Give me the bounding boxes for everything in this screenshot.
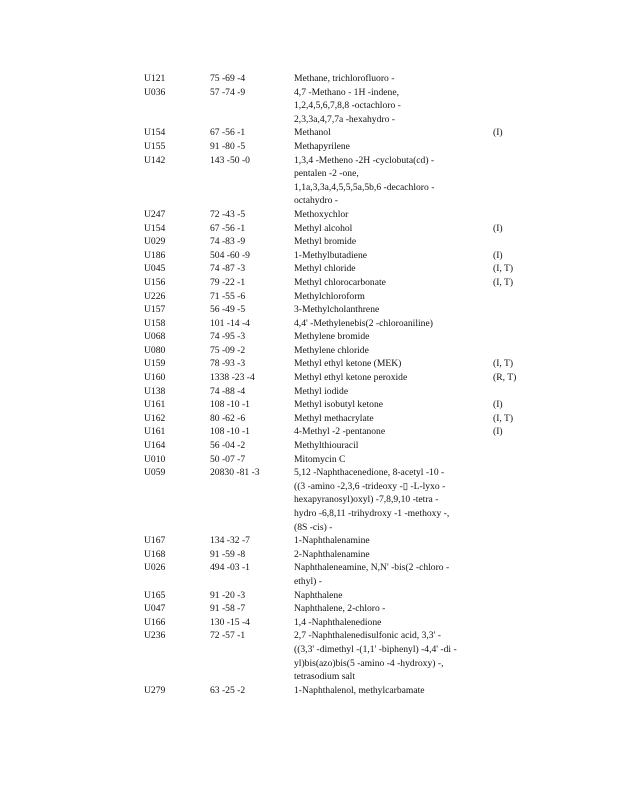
table-row bbox=[0, 561, 618, 588]
table-row bbox=[0, 126, 618, 140]
waste-code: U155 bbox=[144, 140, 166, 152]
substance-name-line: 5,12 -Naphthacenedione, 8-acetyl -10 - bbox=[294, 467, 445, 479]
substance-name-line: (8S -cis) - bbox=[294, 521, 333, 533]
substance-name-line: ((3 -amino -2,3,6 -trideoxy -▯ -L-lyxo - bbox=[294, 480, 446, 492]
cas-number: 108 -10 -1 bbox=[210, 426, 250, 438]
table-row bbox=[0, 453, 618, 467]
substance-name-line: Methoxychlor bbox=[294, 208, 349, 220]
substance-name-line: hydro -6,8,11 -trihydroxy -1 -methoxy -, bbox=[294, 508, 450, 519]
substance-name-line: Methyl iodide bbox=[294, 385, 349, 397]
substance-name-line: ((3,3' -dimethyl -(1,1' -biphenyl) -4,4' -di - bbox=[294, 643, 457, 655]
cas-number: 71 -55 -6 bbox=[210, 290, 246, 302]
hazard-code: (I) bbox=[493, 222, 503, 234]
waste-code: U159 bbox=[144, 358, 166, 370]
waste-code: U026 bbox=[144, 562, 166, 574]
cas-number: 91 -20 -3 bbox=[210, 589, 246, 601]
substance-name bbox=[294, 616, 484, 630]
substance-name-line: 1,4 -Naphthalenedione bbox=[294, 616, 382, 628]
substance-name-line: Methylene bromide bbox=[294, 331, 370, 343]
waste-code: U168 bbox=[144, 548, 166, 560]
table-row bbox=[0, 222, 618, 236]
substance-name bbox=[294, 534, 484, 548]
waste-code: U045 bbox=[144, 263, 166, 275]
waste-code: U167 bbox=[144, 535, 166, 547]
substance-name bbox=[294, 548, 484, 562]
substance-name-line: 2,7 -Naphthalenedisulfonic acid, 3,3' - bbox=[294, 630, 441, 642]
cas-number: 504 -60 -9 bbox=[210, 249, 250, 261]
substance-name bbox=[294, 222, 484, 236]
cas-number: 75 -09 -2 bbox=[210, 344, 246, 356]
table-row bbox=[0, 466, 618, 534]
substance-name-line: Naphthalene, 2-chloro - bbox=[294, 603, 386, 615]
table-row bbox=[0, 235, 618, 249]
substance-name-line: 1,3,4 -Metheno -2H -cyclobuta(cd) - bbox=[294, 154, 435, 166]
substance-name-line: octahydro - bbox=[294, 195, 338, 207]
substance-name bbox=[294, 330, 484, 344]
cas-number: 79 -22 -1 bbox=[210, 276, 246, 288]
cas-number: 74 -83 -9 bbox=[210, 236, 246, 248]
substance-name-line: ethyl) - bbox=[294, 575, 322, 587]
table-row bbox=[0, 412, 618, 426]
table-row bbox=[0, 344, 618, 358]
cas-number: 80 -62 -6 bbox=[210, 412, 246, 424]
table-row bbox=[0, 276, 618, 290]
substance-name bbox=[294, 344, 484, 358]
hazard-code: (I, T) bbox=[493, 263, 514, 275]
table-row bbox=[0, 303, 618, 317]
waste-code: U047 bbox=[144, 603, 166, 615]
cas-number: 74 -88 -4 bbox=[210, 385, 246, 397]
cas-number: 91 -59 -8 bbox=[210, 548, 246, 560]
substance-name-line: 4,7 -Methano - 1H -indene, bbox=[294, 86, 399, 98]
table-row bbox=[0, 317, 618, 331]
substance-name bbox=[294, 357, 484, 371]
waste-code: U080 bbox=[144, 344, 166, 356]
table-row bbox=[0, 86, 618, 127]
substance-name-line: 4-Methyl -2 -pentanone bbox=[294, 426, 386, 438]
substance-name-line: Methyl chlorocarbonate bbox=[294, 276, 386, 288]
waste-code: U068 bbox=[144, 331, 166, 343]
substance-name bbox=[294, 72, 484, 86]
substance-name bbox=[294, 398, 484, 412]
waste-code: U186 bbox=[144, 249, 166, 261]
table-row bbox=[0, 398, 618, 412]
waste-code: U160 bbox=[144, 372, 166, 384]
substance-name-line: Naphthaleneamine, N,N' -bis(2 -chloro - bbox=[294, 562, 450, 574]
waste-code: U156 bbox=[144, 276, 166, 288]
substance-name-line: 2-Naphthalenamine bbox=[294, 548, 370, 560]
cas-number: 72 -43 -5 bbox=[210, 208, 246, 220]
cas-number: 20830 -81 -3 bbox=[210, 467, 260, 479]
table-row bbox=[0, 589, 618, 603]
table-row bbox=[0, 385, 618, 399]
substance-name-line: yl)bis(azo)bis(5 -amino -4 -hydroxy) -, bbox=[294, 657, 444, 669]
cas-number: 67 -56 -1 bbox=[210, 222, 246, 234]
waste-code: U154 bbox=[144, 127, 166, 139]
substance-name bbox=[294, 589, 484, 603]
table-row bbox=[0, 208, 618, 222]
waste-code: U029 bbox=[144, 236, 166, 248]
substance-name bbox=[294, 466, 484, 534]
substance-name bbox=[294, 303, 484, 317]
table-row bbox=[0, 629, 618, 683]
hazard-code: (I) bbox=[493, 426, 503, 438]
substance-name bbox=[294, 86, 484, 127]
cas-number: 134 -32 -7 bbox=[210, 535, 250, 547]
cas-number: 130 -15 -4 bbox=[210, 616, 250, 628]
table-row bbox=[0, 330, 618, 344]
cas-number: 75 -69 -4 bbox=[210, 73, 246, 84]
cas-number: 494 -03 -1 bbox=[210, 562, 250, 574]
substance-name bbox=[294, 262, 484, 276]
waste-code: U165 bbox=[144, 589, 166, 601]
substance-name-line: 1,1a,3,3a,4,5,5,5a,5b,6 -decachloro - bbox=[294, 181, 435, 193]
substance-name-line: 1-Methylbutadiene bbox=[294, 249, 367, 261]
cas-number: 108 -10 -1 bbox=[210, 399, 250, 411]
cas-number: 67 -56 -1 bbox=[210, 127, 246, 139]
substance-name bbox=[294, 154, 484, 208]
substance-name-line: 3-Methylcholanthrene bbox=[294, 304, 380, 316]
waste-code: U161 bbox=[144, 426, 166, 438]
waste-code: U279 bbox=[144, 684, 166, 696]
cas-number: 143 -50 -0 bbox=[210, 154, 250, 166]
hazard-code: (I, T) bbox=[493, 412, 514, 424]
table-row bbox=[0, 262, 618, 276]
table-row bbox=[0, 439, 618, 453]
waste-code: U010 bbox=[144, 453, 166, 465]
waste-code: U142 bbox=[144, 154, 166, 166]
substance-name-line: 4,4' -Methylenebis(2 -chloroaniline) bbox=[294, 317, 433, 329]
substance-name bbox=[294, 453, 484, 467]
waste-code: U036 bbox=[144, 86, 166, 98]
substance-name-line: Methapyrilene bbox=[294, 140, 350, 152]
substance-name bbox=[294, 629, 484, 683]
cas-number: 57 -74 -9 bbox=[210, 86, 246, 98]
substance-name-line: Methyl methacrylate bbox=[294, 412, 374, 424]
hazard-code: (R, T) bbox=[493, 372, 517, 384]
substance-name bbox=[294, 439, 484, 453]
cas-number: 78 -93 -3 bbox=[210, 358, 246, 370]
table-row bbox=[0, 534, 618, 548]
waste-code: U226 bbox=[144, 290, 166, 302]
substance-name-line: Methylene chloride bbox=[294, 344, 369, 356]
substance-name bbox=[294, 371, 484, 385]
substance-name-line: Methyl ethyl ketone peroxide bbox=[294, 372, 408, 384]
table-row bbox=[0, 154, 618, 208]
waste-code: U138 bbox=[144, 385, 166, 397]
table-row bbox=[0, 72, 618, 86]
substance-name bbox=[294, 140, 484, 154]
cas-number: 101 -14 -4 bbox=[210, 317, 250, 329]
cas-number: 74 -87 -3 bbox=[210, 263, 246, 275]
substance-name-line: Methyl ethyl ketone (MEK) bbox=[294, 358, 402, 370]
substance-name-line: 1-Naphthalenol, methylcarbamate bbox=[294, 684, 425, 696]
table-row bbox=[0, 616, 618, 630]
hazardous-waste-table bbox=[0, 72, 618, 697]
substance-name bbox=[294, 276, 484, 290]
table-row bbox=[0, 425, 618, 439]
substance-name-line: Methyl isobutyl ketone bbox=[294, 399, 383, 411]
hazard-code: (I) bbox=[493, 127, 503, 139]
cas-number: 1338 -23 -4 bbox=[210, 372, 255, 384]
waste-code: U161 bbox=[144, 399, 166, 411]
substance-name-line: Methanol bbox=[294, 127, 331, 139]
substance-name-line: Methylchloroform bbox=[294, 290, 365, 302]
substance-name bbox=[294, 317, 484, 331]
substance-name-line: Methane, trichlorofluoro - bbox=[294, 73, 395, 84]
substance-name bbox=[294, 290, 484, 304]
waste-code: U158 bbox=[144, 317, 166, 329]
substance-name-line: hexapyranosyl)oxyl) -7,8,9,10 -tetra - bbox=[294, 494, 439, 506]
substance-name bbox=[294, 385, 484, 399]
substance-name bbox=[294, 684, 484, 698]
waste-code: U162 bbox=[144, 412, 166, 424]
table-row bbox=[0, 602, 618, 616]
substance-name-line: 1,2,4,5,6,7,8,8 -octachloro - bbox=[294, 100, 401, 112]
waste-code: U121 bbox=[144, 73, 166, 84]
table-row bbox=[0, 684, 618, 698]
substance-name-line: 2,3,3a,4,7,7a -hexahydro - bbox=[294, 113, 395, 125]
table-row bbox=[0, 249, 618, 263]
hazard-code: (I) bbox=[493, 249, 503, 261]
substance-name bbox=[294, 235, 484, 249]
waste-code: U164 bbox=[144, 440, 166, 452]
substance-name bbox=[294, 602, 484, 616]
substance-name-line: Methyl chloride bbox=[294, 263, 356, 275]
substance-name-line: Methyl bromide bbox=[294, 236, 357, 248]
cas-number: 91 -80 -5 bbox=[210, 140, 246, 152]
substance-name-line: Naphthalene bbox=[294, 589, 343, 601]
substance-name bbox=[294, 126, 484, 140]
cas-number: 56 -04 -2 bbox=[210, 440, 246, 452]
waste-code: U247 bbox=[144, 208, 166, 220]
waste-code: U154 bbox=[144, 222, 166, 234]
cas-number: 50 -07 -7 bbox=[210, 453, 246, 465]
waste-code: U236 bbox=[144, 630, 166, 642]
hazard-code: (I, T) bbox=[493, 276, 514, 288]
waste-code: U166 bbox=[144, 616, 166, 628]
table-row bbox=[0, 548, 618, 562]
substance-name-line: Mitomycin C bbox=[294, 453, 346, 465]
hazard-code: (I, T) bbox=[493, 358, 514, 370]
substance-name-line: 1-Naphthalenamine bbox=[294, 535, 370, 547]
substance-name-line: Methylthiouracil bbox=[294, 440, 359, 452]
table-row bbox=[0, 290, 618, 304]
waste-code: U157 bbox=[144, 304, 166, 316]
cas-number: 74 -95 -3 bbox=[210, 331, 246, 343]
substance-name-line: Methyl alcohol bbox=[294, 222, 353, 234]
substance-name bbox=[294, 425, 484, 439]
substance-name-line: tetrasodium salt bbox=[294, 671, 356, 683]
substance-name bbox=[294, 208, 484, 222]
substance-name bbox=[294, 249, 484, 263]
cas-number: 72 -57 -1 bbox=[210, 630, 246, 642]
cas-number: 63 -25 -2 bbox=[210, 684, 246, 696]
substance-name bbox=[294, 561, 484, 588]
cas-number: 56 -49 -5 bbox=[210, 304, 246, 316]
table-row bbox=[0, 140, 618, 154]
substance-name-line: pentalen -2 -one, bbox=[294, 168, 359, 180]
table-row bbox=[0, 357, 618, 371]
substance-name bbox=[294, 412, 484, 426]
waste-code: U059 bbox=[144, 467, 166, 479]
cas-number: 91 -58 -7 bbox=[210, 603, 246, 615]
hazard-code: (I) bbox=[493, 399, 503, 411]
table-row bbox=[0, 371, 618, 385]
